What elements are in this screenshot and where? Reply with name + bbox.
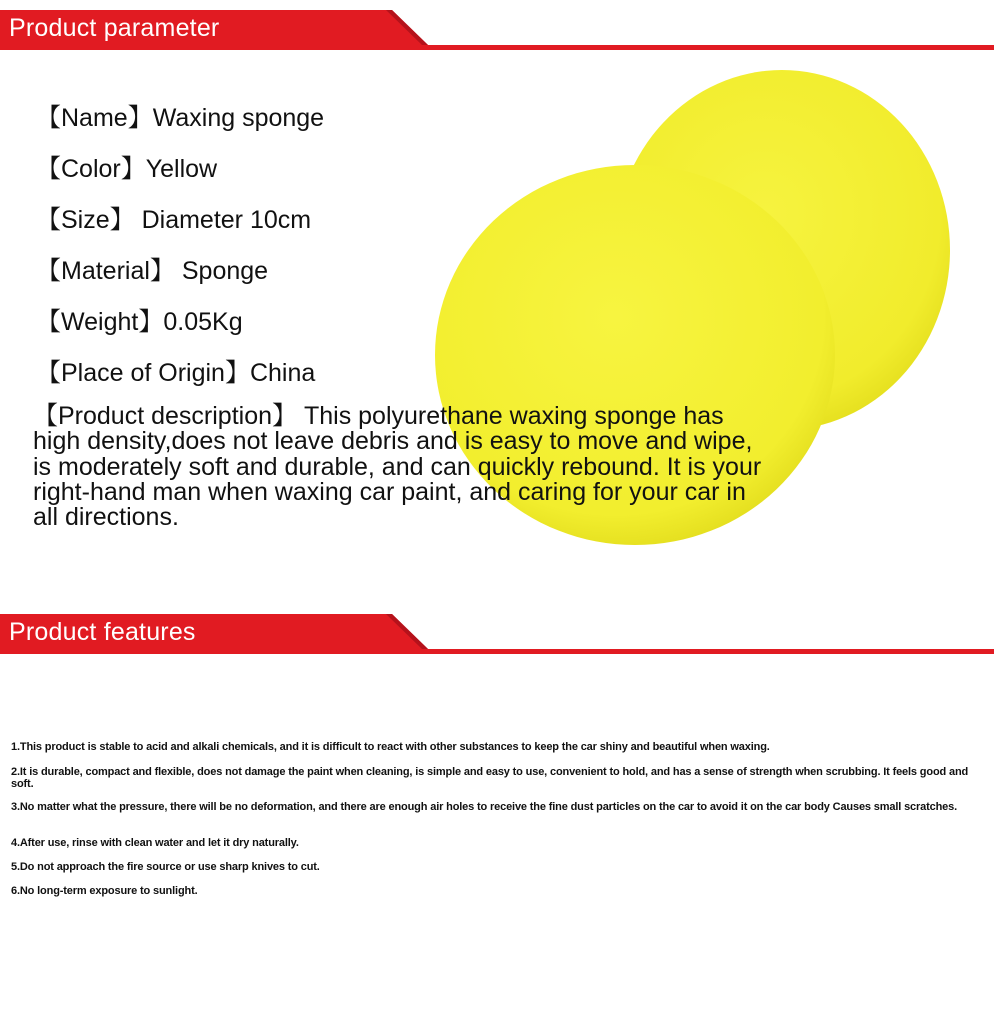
feature-item: 2.It is durable, compact and flexible, does not damage the paint when cleaning, is simple and easy to use, convenient to hold, and has a sense of strength when scrubbing. It feels good and soft. [11,766,969,790]
product-parameter-title: Product parameter [9,14,220,42]
feature-item: 6.No long-term exposure to sunlight. [11,885,198,897]
product-parameter-banner [0,8,994,50]
product-description: 【Product description】 This polyurethane waxing sponge has high density,does not leave debris and is easy to move and wipe, is moderately soft and durable, and can quickly rebound. It is your right-hand man when waxing car paint, and caring for your car in all directions. [33,402,762,532]
param-material: 【Material】 Sponge [36,257,269,285]
feature-item: 4.After use, rinse with clean water and let it dry naturally. [11,837,299,849]
product-features-banner [0,612,994,654]
feature-item: 5.Do not approach the fire source or use sharp knives to cut. [11,861,320,873]
param-weight: 【Weight】0.05Kg [36,308,243,336]
feature-item: 1.This product is stable to acid and alkali chemicals, and it is difficult to react with other substances to keep the car shiny and beautiful when waxing. [11,741,770,753]
param-color: 【Color】Yellow [36,155,218,183]
param-origin: 【Place of Origin】China [36,359,316,387]
param-name: 【Name】Waxing sponge [36,104,325,132]
feature-item: 3.No matter what the pressure, there will be no deformation, and there are enough air holes to receive the fine dust particles on the car to avoid it on the car body Causes small scratches. [11,801,958,813]
param-size: 【Size】 Diameter 10cm [36,206,312,234]
product-features-title: Product features [9,618,196,646]
